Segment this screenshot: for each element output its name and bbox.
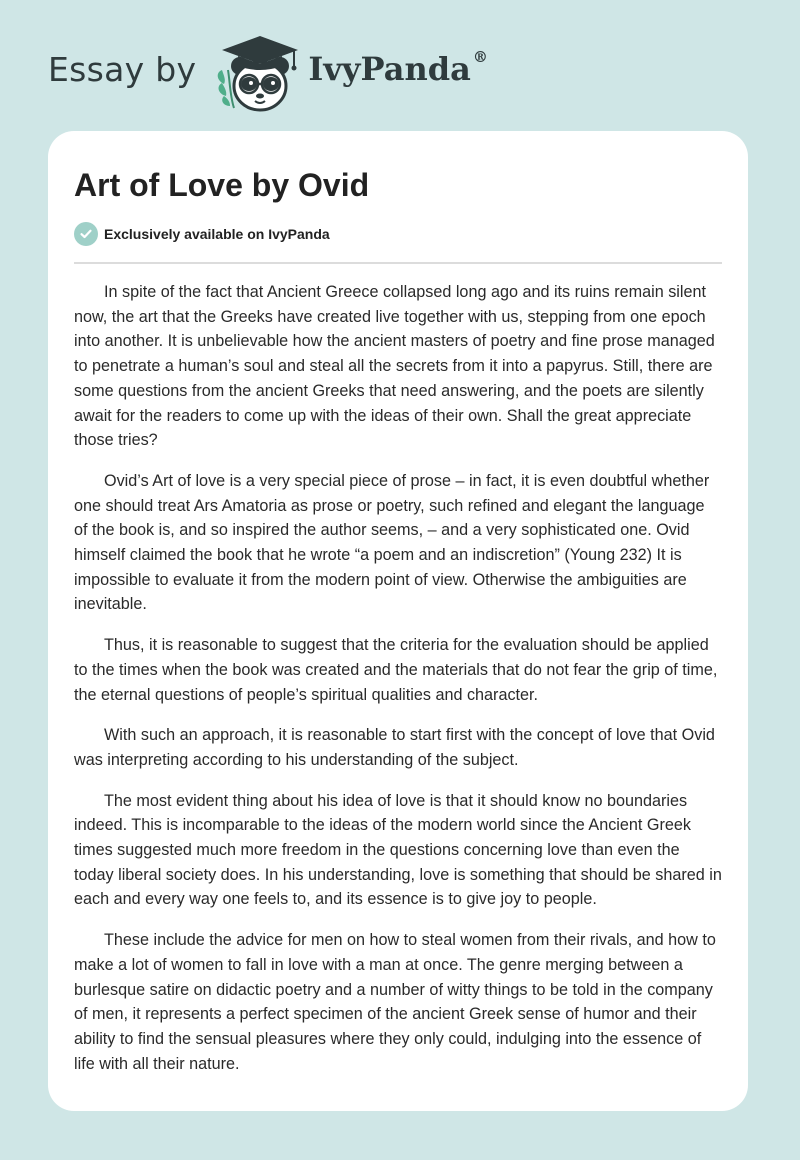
registered-mark: ® (472, 48, 488, 66)
exclusive-badge (74, 221, 722, 247)
paragraph: Thus, it is reasonable to suggest that the criteria for the evaluation should be applied to the times when the book was created and the materials that do not fear the grip of time, the eternal questions of people’s spiritual qualities and character. (74, 636, 718, 704)
paragraph: In spite of the fact that Ancient Greece collapsed long ago and its ruins remain silent now, the art that the Greeks have created live together with us, stepping from one epoch into another. It is unbelievable how the ancient masters of poetry and fine prose managed to penetrate a human’s soul and steal all the secrets from it into a papyrus. Still, there are some questions from the ancient Greeks that need answering, and the poets are silently await for the readers to come up with the ideas of their own. Shall the great appreciate those tries? (74, 283, 715, 450)
exclusive-label: Exclusively available on IvyPanda (104, 226, 330, 242)
essay-by-label: Essay by (48, 49, 197, 89)
page-title: Art of Love by Ovid (74, 167, 370, 203)
divider (74, 262, 722, 264)
panda-logo-icon (210, 30, 302, 114)
essay-body (74, 280, 722, 1076)
paragraph: With such an approach, it is reasonable to start first with the concept of love that Ovid was interpreting according to his understanding of the subject. (74, 726, 715, 769)
essay-card (48, 131, 748, 1111)
paragraph: These include the advice for men on how to steal women from their rivals, and how to make a lot of women to fall in love with a man at once. The genre merging between a burlesque satire on didactic poetry and a number of witty things to be told in the company of men, it represents a perfect specimen of the ancient Greek sense of humor and their ability to find the sensual pleasures where they only could, indulging into the essence of life with all their nature. (74, 931, 716, 1073)
paragraph: The most evident thing about his idea of love is that it should know no boundaries indeed. This is incomparable to the ideas of the modern world since the Ancient Greek times suggested much more freedom in the questions concerning love than even the today liberal society does. In his understanding, love is something that should be shared in each and every way one feels to, and its essence is to give joy to people. (74, 791, 722, 909)
site-brand[interactable] (48, 30, 488, 114)
paragraph: Ovid’s Art of love is a very special piece of prose – in fact, it is even doubtful whether one should treat Ars Amatoria as prose or poetry, such refined and elegant the language of the book is, and so inspired the author seems, – and a very sophisticated one. Ovid himself claimed the book that he wrote “a poem and an indiscretion” (Young 232) It is impossible to evaluate it from the modern point of view. Otherwise the ambiguities are inevitable. (74, 471, 710, 614)
check-icon (74, 222, 98, 246)
brand-name: IvyPanda ® (308, 48, 488, 88)
